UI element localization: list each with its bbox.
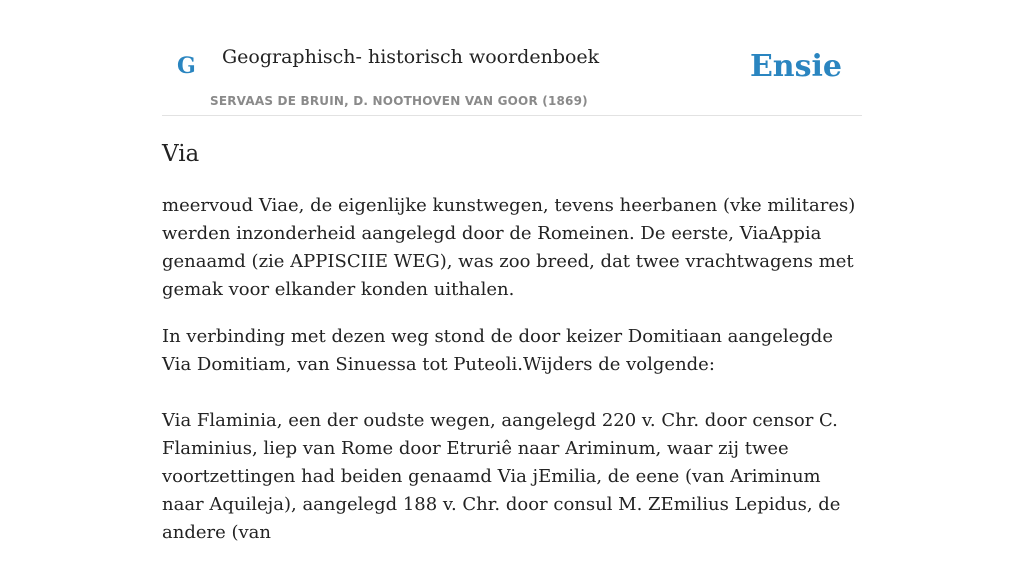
header: [162, 0, 862, 116]
content-container: [162, 0, 862, 543]
entry-paragraph: In verbinding met dezen weg stond de door keizer Domitiaan aangelegde Via Domitiam, van Sinuessa tot Puteoli.Wijders de volgende:: [162, 326, 833, 375]
entry-body: [162, 192, 862, 566]
entry-paragraph: Via Flaminia, een der oudste wegen, aangelegd 220 v. Chr. door censor C. Flaminius, liep van Rome door Etruriê naar Ariminum, waar zij twee voortzettingen had beiden genaamd Via jEmilia, de eene (van Ariminum naar Aquileja), aangelegd 188 v. Chr. door consul M. ZEmilius Lepidus, de andere (van: [162, 410, 841, 543]
entry-paragraph: meervoud Viae, de eigenlijke kunstwegen, tevens heerbanen (vke militares) werden inzonderheid aangelegd door de Romeinen. De eerste, ViaAppia genaamd (zie APPISCIIE WEG), was zoo breed, dat twee vrachtwagens met gemak voor elkander konden uithalen.: [162, 195, 856, 300]
book-title-link[interactable]: Geographisch- historisch woordenboek: [222, 46, 600, 68]
book-meta: SERVAAS DE BRUIN, D. NOOTHOVEN VAN GOOR (1869): [210, 94, 588, 108]
entry-title: Via: [162, 141, 200, 167]
book-logo[interactable]: G: [177, 53, 196, 79]
brand-logo[interactable]: Ensie: [749, 49, 842, 84]
